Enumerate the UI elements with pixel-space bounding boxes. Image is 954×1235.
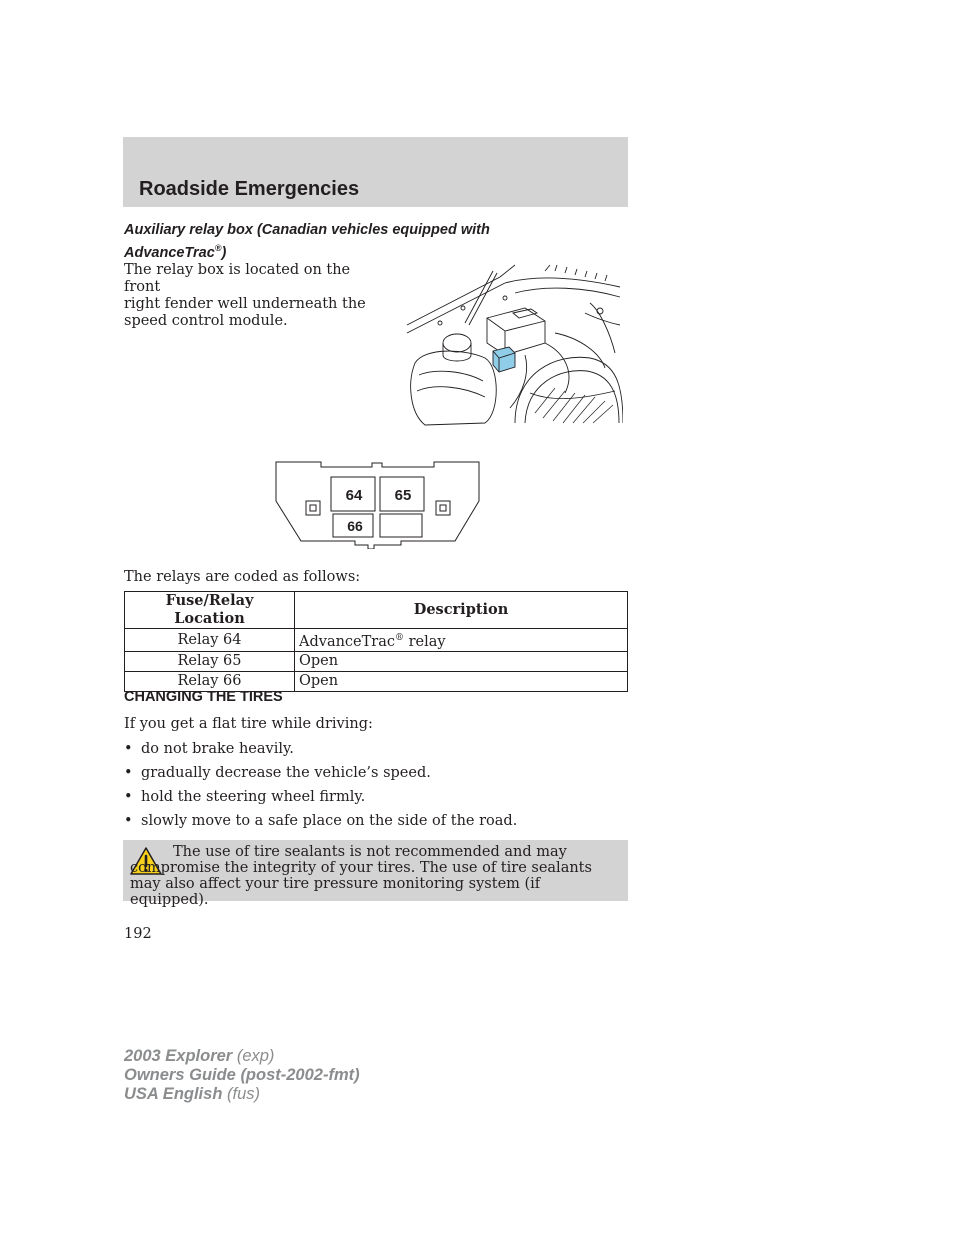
engine-compartment-illustration	[405, 263, 623, 428]
changing-tires-heading: CHANGING THE TIRES	[124, 689, 283, 705]
footer-guide: Owners Guide (post-2002-fmt)	[124, 1066, 360, 1084]
relay-location-cell: Relay 65	[125, 651, 295, 671]
intro-line3: speed control module.	[124, 313, 288, 329]
list-item-text: slowly move to a safe place on the side of the road.	[141, 813, 518, 829]
relay-65-label: 65	[394, 487, 412, 504]
registered-mark: ®	[395, 633, 404, 643]
footer-model-code: (exp)	[236, 1047, 275, 1065]
description-text-suffix: relay	[404, 633, 446, 650]
registered-mark: ®	[214, 243, 222, 253]
aux-heading-line1: Auxiliary relay box (Canadian vehicles equipped with	[124, 222, 490, 238]
bullet-glyph: •	[124, 813, 133, 829]
column-header-description: Description	[295, 592, 628, 629]
list-item	[124, 789, 517, 813]
column-header-location: Fuse/Relay Location	[125, 592, 295, 629]
list-item-text: hold the steering wheel firmly.	[141, 789, 366, 805]
footer-language: USA English	[124, 1085, 223, 1103]
warning-text: The use of tire sealants is not recommended and may compromise the integrity of your tires. The use of tire sealants may also affect your tire pressure monitoring system (if equipped).	[130, 844, 592, 908]
relay-layout-diagram	[275, 461, 481, 549]
table-row	[125, 651, 628, 671]
bullet-glyph: •	[124, 789, 133, 805]
bullet-glyph: •	[124, 741, 133, 757]
relays-coded-text: The relays are coded as follows:	[124, 569, 361, 585]
list-item-text: gradually decrease the vehicle’s speed.	[141, 765, 431, 781]
list-item	[124, 813, 517, 837]
relay-location-cell: Relay 64	[125, 629, 295, 652]
relay-location-cell: Relay 66	[125, 671, 295, 691]
bullet-glyph: •	[124, 765, 133, 781]
warning-box	[123, 840, 628, 908]
footer-language-code: (fus)	[227, 1085, 260, 1103]
page-number: 192	[124, 926, 152, 942]
relay-empty-slot	[380, 514, 422, 537]
aux-relay-heading	[124, 221, 544, 262]
flat-tire-intro: If you get a flat tire while driving:	[124, 716, 373, 732]
list-item	[124, 741, 517, 765]
list-item-text: do not brake heavily.	[141, 741, 294, 757]
intro-line1: The relay box is located on the front	[124, 262, 351, 295]
aux-heading-line2: AdvanceTrac	[124, 244, 215, 261]
relay-66-label: 66	[347, 518, 363, 534]
relay-description-cell: Open	[295, 671, 628, 691]
document-footer	[124, 1047, 360, 1104]
relay-table	[124, 591, 628, 692]
table-header-row	[125, 592, 628, 629]
aux-intro-text	[124, 262, 384, 330]
relay-description-cell	[295, 629, 628, 652]
flat-tire-list	[124, 741, 517, 837]
table-row	[125, 629, 628, 652]
list-item	[124, 765, 517, 789]
aux-heading-suffix: )	[221, 244, 227, 261]
relay-64-label: 64	[345, 487, 363, 504]
description-text: AdvanceTrac	[299, 633, 395, 650]
intro-line2: right fender well underneath the	[124, 296, 366, 312]
highlighted-relay-box	[493, 347, 515, 372]
footer-model: 2003 Explorer	[124, 1047, 233, 1065]
relay-description-cell: Open	[295, 651, 628, 671]
section-title: Roadside Emergencies	[139, 178, 360, 200]
